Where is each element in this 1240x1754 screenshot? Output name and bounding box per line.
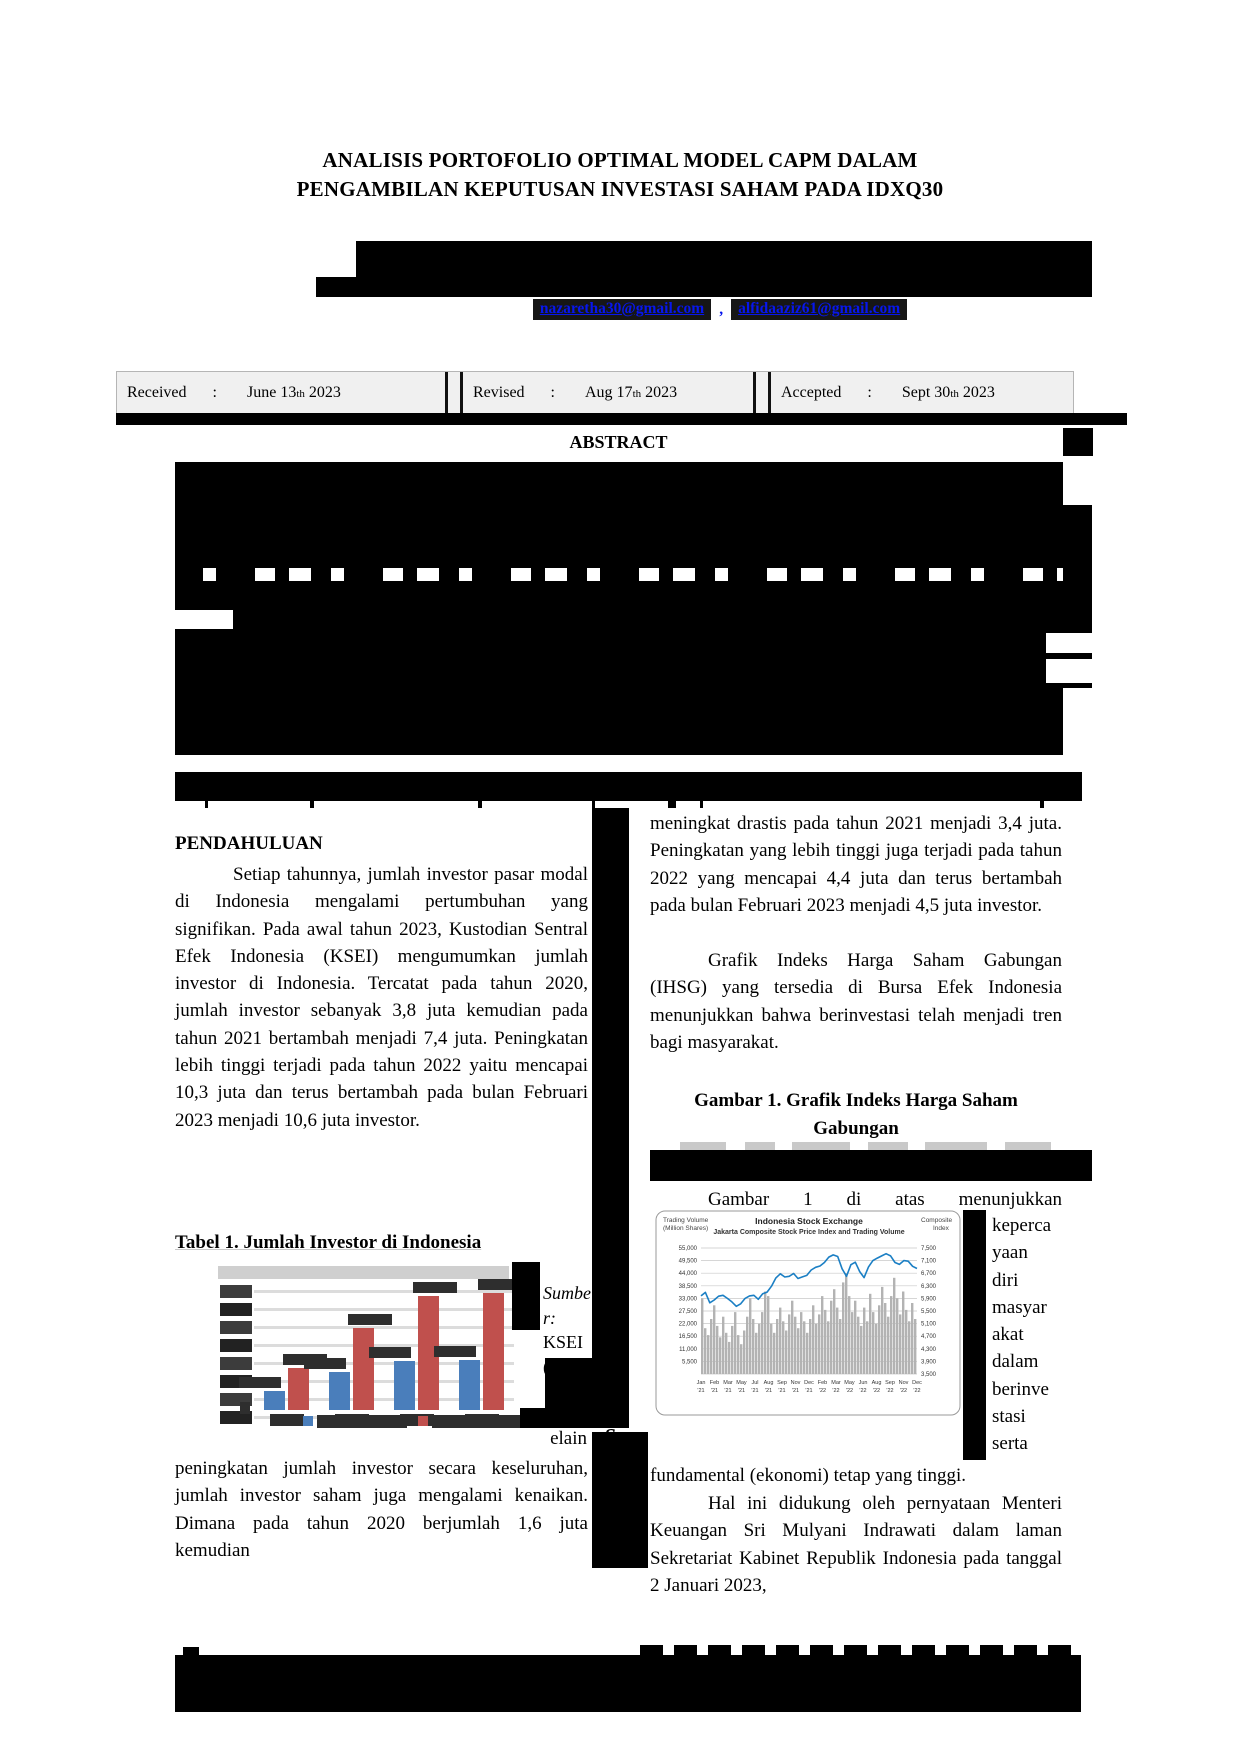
tabel1-caption: Tabel 1. Jumlah Investor di Indonesia [175,1232,482,1253]
right-paragraph-2: Grafik Indeks Harga Saham Gabungan (IHSG) yang tersedia di Bursa Efek Indonesia menunjukkan bahwa berinvestasi telah menjadi tren bagi masyarakat. [650,950,1062,1053]
meta-row-underline-bar [116,413,1127,425]
wrapped-word: yaan [992,1242,1028,1264]
tabel1-source-note [543,1281,593,1379]
redaction-square [1063,428,1093,456]
svg-text:6,300: 6,300 [921,1283,937,1290]
right-wrapped-text [992,1212,1064,1458]
svg-text:Aug: Aug [871,1380,882,1386]
accepted-year: 2023 [962,384,995,401]
email-separator: , [719,300,724,318]
descender-mark [205,801,208,808]
pendahuluan-heading: PENDAHULUAN [175,833,323,854]
svg-text:Nov: Nov [790,1380,801,1386]
svg-text:Jul: Jul [751,1380,759,1386]
redaction-gutter-lower [592,1432,648,1568]
wrapped-word: dalam [992,1351,1039,1373]
received-colon: : [212,384,217,401]
tabel1-source-line: KSEI [543,1332,583,1352]
svg-text:May: May [844,1380,855,1386]
abstract-white-notch [175,610,233,629]
bar-blue [394,1361,415,1410]
gridline [254,1290,514,1293]
gambar1-caption [650,1087,1062,1143]
abstract-white-notch [1046,633,1092,653]
svg-text:'21: '21 [737,1388,746,1394]
redacted-x-label [270,1414,304,1426]
svg-text:38,500: 38,500 [678,1283,697,1290]
letter-top-trace [792,1142,850,1150]
wrapped-word: stasi [992,1406,1026,1428]
redaction-chart-edge [512,1262,540,1330]
svg-text:'22: '22 [872,1388,881,1394]
svg-text:4,700: 4,700 [921,1334,937,1341]
redacted-y-tick [220,1357,252,1370]
abstract-white-notch [1063,462,1092,505]
redaction-authors [356,241,1092,297]
redaction-gutter [592,808,629,1408]
svg-text:6,700: 6,700 [921,1271,937,1278]
svg-text:5,100: 5,100 [921,1321,937,1328]
accepted-sup: th [950,388,959,400]
bar-red [288,1368,309,1410]
right-paragraph-1: meningkat drastis pada tahun 2021 menjadi 3,4 juta. Peningkatan yang lebih tinggi juga terjadi pada tahun 2022 yang mencapai 4,4 juta dan terus bertambah pada bulan Februari 2023 menjadi 4,5 juta investor. [650,813,1062,916]
svg-text:3,500: 3,500 [921,1372,937,1378]
tabel1-source-line: r: [543,1307,556,1328]
wrapped-word: berinve [992,1378,1049,1400]
revised-colon: : [550,384,555,401]
svg-text:55,000: 55,000 [678,1246,697,1252]
left-paragraph-1: Setiap tahunnya, jumlah investor pasar modal di Indonesia mengalami pertumbuhan yang signifikan. Pada awal tahun 2023, Kustodian Sentral Efek Indonesia (KSEI) mengumumkan jumlah investor di Indonesia. Tercatat pada tahun 2020, jumlah investor sebanyak 3,8 juta kemudian pada tahun 2021 bertambah menjadi 7,4 juta. Peningkatan lebih tinggi terjadi pada tahun 2022 yaitu mencapai 10,3 juta dan terus bertambah pada bulan Februari 2023 menjadi 10,6 juta investor. [175,864,588,1131]
redacted-data-label [369,1347,411,1358]
chart-top-band [218,1266,509,1279]
redacted-y-tick [220,1321,252,1334]
svg-text:'21: '21 [791,1388,800,1394]
divider-gap [448,372,460,414]
svg-text:Dec: Dec [912,1380,922,1386]
email-link-1[interactable]: nazaretha30@gmail.com [533,299,711,320]
right-paragraph-3-lead: Gambar 1 di atas menunjukkan [708,1189,1062,1210]
svg-text:5,500: 5,500 [921,1309,937,1315]
abstract-white-notch [1046,659,1092,683]
revised-label: Revised [473,384,525,401]
legend-swatch-blue [303,1416,313,1426]
svg-text:'22: '22 [913,1388,921,1394]
svg-text:Indonesia Stock Exchange: Indonesia Stock Exchange [755,1216,863,1226]
svg-text:'21: '21 [697,1388,705,1394]
wrapped-word: diri [992,1269,1019,1291]
redaction-chart-right-strip [963,1210,986,1460]
left-paragraph-2-lead: elain [550,1428,587,1449]
svg-text:Sep: Sep [885,1380,895,1386]
gambar1-caption-line1: Gambar 1. Grafik Indeks Harga Saham [694,1090,1018,1111]
redacted-y-tick [220,1303,252,1316]
received-date: June 13 [246,384,297,401]
svg-text:3,900: 3,900 [921,1359,937,1366]
redacted-y-zero [240,1402,250,1414]
letter-top-trace [868,1142,908,1150]
accepted-label: Accepted [781,384,842,401]
legend-swatch-red [418,1416,428,1426]
received-label: Received [127,384,187,401]
wrapped-word: serta [992,1433,1028,1455]
redaction-keywords [175,772,1082,801]
gambar1-caption-line2: Gabungan [813,1118,899,1139]
svg-text:5,500: 5,500 [681,1359,697,1366]
redacted-data-label [348,1314,392,1325]
descender-mark [592,801,595,808]
redacted-data-label [239,1377,281,1388]
svg-text:'21: '21 [778,1388,786,1394]
svg-text:Jun: Jun [858,1380,868,1386]
svg-text:27,500: 27,500 [678,1309,697,1315]
redacted-data-label [413,1282,457,1293]
svg-text:5,900: 5,900 [921,1296,937,1303]
bar-blue [264,1391,285,1410]
letter-top-trace [680,1142,726,1150]
svg-text:'22: '22 [899,1388,908,1394]
accepted-date: Sept 30 [901,384,951,401]
svg-text:7,100: 7,100 [921,1258,937,1265]
meta-revised [463,384,753,402]
svg-text:4,300: 4,300 [921,1346,937,1353]
redacted-data-label [434,1346,476,1357]
descender-mark [1040,801,1044,808]
svg-text:'22: '22 [845,1388,854,1394]
gridline [254,1326,514,1329]
svg-text:Composite: Composite [921,1217,953,1224]
svg-text:Jakarta Composite Stock Price: Jakarta Composite Stock Price Index and Trading Volume [713,1229,905,1236]
letter-top-trace [1005,1142,1051,1150]
svg-text:'22: '22 [886,1388,894,1394]
redaction-abstract [175,462,1092,755]
svg-text:'22: '22 [832,1388,840,1394]
tabel1-source-line: (2023) [543,1356,591,1377]
redaction-legend-label [317,1415,407,1428]
gridline [254,1308,514,1311]
svg-text:16,500: 16,500 [678,1334,697,1341]
svg-text:Trading Volume: Trading Volume [663,1217,709,1224]
svg-text:'22: '22 [859,1388,867,1394]
svg-text:'21: '21 [724,1388,732,1394]
svg-text:44,000: 44,000 [678,1271,697,1278]
svg-text:7,500: 7,500 [921,1246,937,1252]
svg-text:Mar: Mar [831,1380,841,1386]
bar-blue [459,1360,480,1410]
redaction-abstract-gap-dashes [183,568,1063,581]
bar-red [353,1328,374,1410]
svg-text:Aug: Aug [763,1380,774,1386]
tabel1-bar-chart [218,1260,517,1433]
accepted-colon: : [867,384,872,401]
svg-text:49,500: 49,500 [678,1258,697,1265]
svg-text:Index: Index [933,1225,949,1232]
svg-text:Jan: Jan [696,1380,706,1386]
svg-text:Dec: Dec [804,1380,814,1386]
redaction-footer [175,1655,1081,1712]
divider-gap [756,372,768,414]
svg-text:'21: '21 [710,1388,719,1394]
meta-dates-row [116,371,1074,415]
ihsg-line-chart [655,1210,961,1416]
revised-date: Aug 17 [585,384,633,401]
received-sup: th [296,388,305,400]
svg-text:Mar: Mar [723,1380,733,1386]
right-paragraph-5: Hal ini didukung oleh pernyataan Menteri Keuangan Sri Mulyani Indrawati dalam laman Sekretariat Kabinet Republik Indonesia pada tanggal 2 Januari 2023, [650,1493,1062,1596]
svg-text:Feb: Feb [709,1380,720,1386]
descender-mark [310,801,314,808]
wrapped-word: masyar [992,1296,1047,1318]
bar-blue [329,1372,350,1410]
gutter-s-glyph: S [604,1424,616,1448]
redaction-authors-step [316,277,358,297]
letter-top-trace [925,1142,987,1150]
svg-text:'21: '21 [764,1388,773,1394]
paper-title-line2: PENGAMBILAN KEPUTUSAN INVESTASI SAHAM PADA IDXQ30 [296,177,944,201]
revised-sup: th [632,388,642,400]
svg-text:Sep: Sep [777,1380,787,1386]
descender-mark [668,801,676,808]
abstract-white-notch [1063,688,1092,755]
paper-title [170,146,1070,204]
author-emails [410,299,1030,320]
tabel1-source-line: Sumbe [543,1283,591,1303]
redacted-data-label [304,1358,346,1369]
redacted-y-tick [220,1285,252,1298]
svg-text:33,000: 33,000 [678,1296,697,1303]
svg-text:Feb: Feb [817,1380,828,1386]
svg-text:Nov: Nov [898,1380,909,1386]
wrapped-word: keperca [992,1215,1052,1236]
descender-mark [700,801,703,808]
descender-mark [478,801,482,808]
letter-top-trace [745,1142,775,1150]
redaction-figure-source [650,1150,1092,1181]
svg-text:'22: '22 [818,1388,827,1394]
redacted-y-tick [220,1339,252,1352]
left-paragraph-2: peningkatan jumlah investor secara keseluruhan, jumlah investor saham juga mengalami kenaikan. Dimana pada tahun 2020 berjumlah 1,6 juta kemudian [175,1458,588,1561]
svg-text:11,000: 11,000 [679,1346,697,1353]
abstract-heading: ABSTRACT [569,432,668,452]
svg-text:'21: '21 [751,1388,759,1394]
revised-year: 2023 [645,384,678,401]
wrapped-word: akat [992,1324,1024,1346]
right-paragraph-4: fundamental (ekonomi) tetap yang tinggi. [650,1465,967,1486]
redaction-legend-label [432,1415,520,1428]
svg-text:'21: '21 [805,1388,813,1394]
received-year: 2023 [308,384,341,401]
bar-red [483,1293,504,1410]
paper-title-line1: ANALISIS PORTOFOLIO OPTIMAL MODEL CAPM DALAM [322,148,918,172]
email-link-2[interactable]: alfidaaziz61@gmail.com [731,299,907,320]
svg-text:(Million Shares): (Million Shares) [663,1225,709,1232]
svg-text:May: May [736,1380,747,1386]
svg-text:22,000: 22,000 [678,1321,697,1328]
meta-accepted [771,384,1073,402]
meta-received [117,384,445,402]
